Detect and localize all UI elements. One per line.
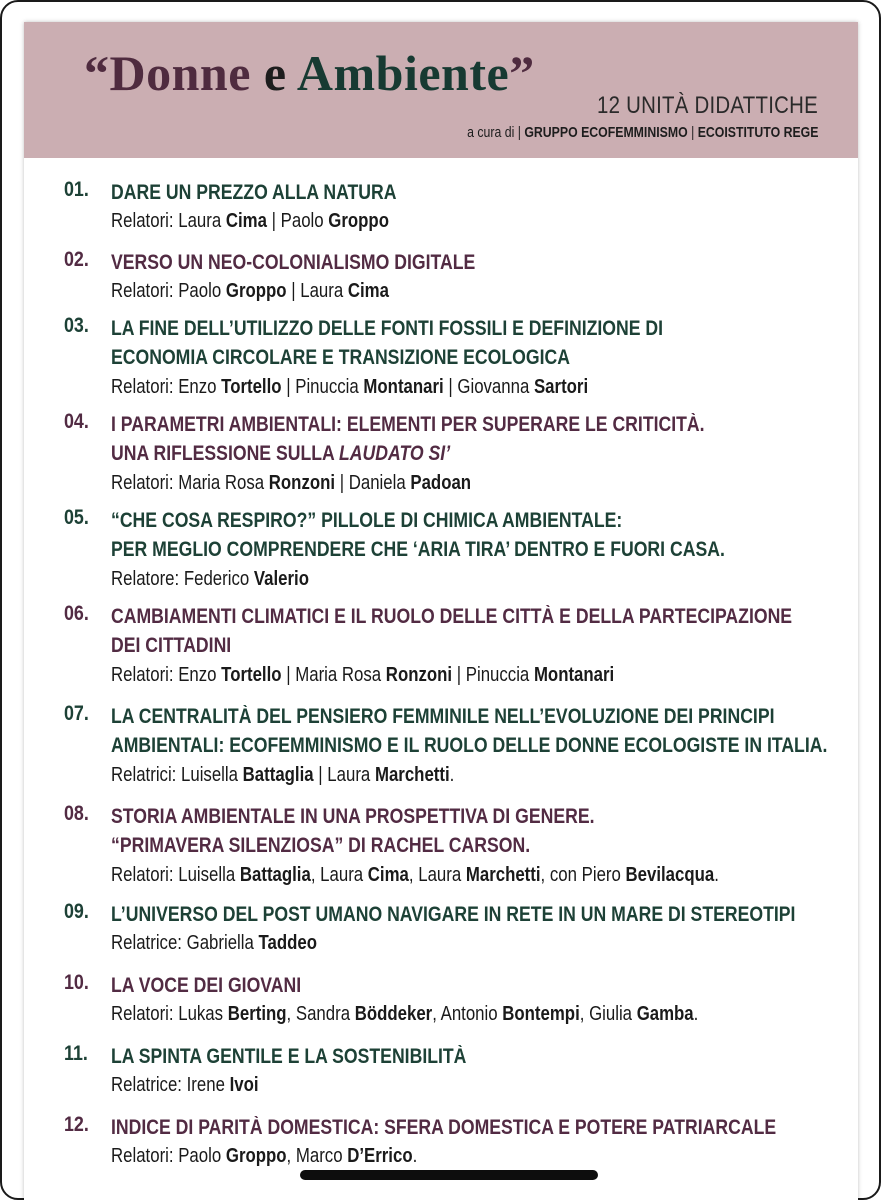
- unit-speakers: Relatori: Maria Rosa Ronzoni | Daniela Padoan: [111, 472, 472, 494]
- subtitle: 12 UNITÀ DIDATTICHE: [597, 92, 818, 119]
- unit-speakers: Relatore: Federico Valerio: [111, 568, 309, 590]
- unit-number: 10.: [64, 971, 89, 994]
- unit-speakers: Relatori: Lukas Berting, Sandra Böddeker, Antonio Bontempi, Giulia Gamba.: [111, 1003, 699, 1025]
- unit-number: 03.: [64, 314, 89, 337]
- curated-by: a cura di | GRUPPO ECOFEMMINISMO | ECOISTITUTO REGE: [466, 124, 818, 141]
- title-word-donne: Donne: [109, 45, 251, 101]
- unit-speakers: Relatori: Paolo Groppo | Laura Cima: [111, 280, 389, 302]
- unit-number: 02.: [64, 248, 89, 271]
- unit-speakers: Relatori: Luisella Battaglia, Laura Cima, Laura Marchetti, con Piero Bevilacqua.: [111, 864, 719, 886]
- document-card: [24, 22, 858, 1200]
- unit-number: 01.: [64, 178, 89, 201]
- unit-number: 06.: [64, 602, 89, 625]
- unit-title: CAMBIAMENTI CLIMATICI E IL RUOLO DELLE CITTÀ E DELLA PARTECIPAZIONE DEI CITTADINI: [111, 605, 793, 657]
- unit-number: 04.: [64, 410, 89, 433]
- unit-title: I PARAMETRI AMBIENTALI: ELEMENTI PER SUPERARE LE CRITICITÀ. UNA RIFLESSIONE SULLA LAUDATO SI’: [111, 413, 705, 465]
- unit-title: L’UNIVERSO DEL POST UMANO NAVIGARE IN RETE IN UN MARE DI STEREOTIPI: [111, 903, 796, 926]
- curated-prefix: a cura di: [466, 124, 514, 141]
- curated-institute: ECOISTITUTO REGE: [697, 124, 818, 141]
- unit-title: DARE UN PREZZO ALLA NATURA: [111, 181, 397, 204]
- unit-number: 12.: [64, 1113, 89, 1136]
- title-word-e: e: [263, 45, 287, 101]
- page-title: [84, 44, 535, 102]
- unit-number: 08.: [64, 802, 89, 825]
- curated-group: GRUPPO ECOFEMMINISMO: [523, 124, 688, 141]
- unit-speakers: Relatori: Enzo Tortello | Pinuccia Montanari | Giovanna Sartori: [111, 376, 589, 398]
- unit-title: “CHE COSA RESPIRO?” PILLOLE DI CHIMICA AMBIENTALE: PER MEGLIO COMPRENDERE CHE ‘ARIA TIRA’ DENTRO E FUORI CASA.: [111, 509, 725, 561]
- home-indicator[interactable]: [300, 1170, 598, 1180]
- unit-title: LA CENTRALITÀ DEL PENSIERO FEMMINILE NELL’EVOLUZIONE DEI PRINCIPI AMBIENTALI: ECOFEMMINISMO E IL RUOLO DELLE DONNE ECOLOGISTE IN ITALIA.: [111, 705, 828, 757]
- unit-number: 11.: [64, 1042, 88, 1065]
- unit-number: 09.: [64, 900, 89, 923]
- unit-speakers: Relatrice: Irene Ivoi: [111, 1074, 259, 1096]
- unit-speakers: Relatori: Laura Cima | Paolo Groppo: [111, 210, 389, 232]
- header-banner: [24, 22, 858, 158]
- title-word-ambiente: Ambiente: [296, 45, 510, 101]
- unit-title: VERSO UN NEO-COLONIALISMO DIGITALE: [111, 251, 476, 274]
- unit-speakers: Relatrici: Luisella Battaglia | Laura Marchetti.: [111, 764, 455, 786]
- unit-title: STORIA AMBIENTALE IN UNA PROSPETTIVA DI GENERE. “PRIMAVERA SILENZIOSA” DI RACHEL CARSON.: [111, 805, 595, 857]
- unit-number: 05.: [64, 506, 89, 529]
- unit-title: LA FINE DELL’UTILIZZO DELLE FONTI FOSSILI E DEFINIZIONE DI ECONOMIA CIRCOLARE E TRANSIZIONE ECOLOGICA: [111, 317, 664, 369]
- unit-speakers: Relatrice: Gabriella Taddeo: [111, 932, 318, 954]
- unit-title: LA SPINTA GENTILE E LA SOSTENIBILITÀ: [111, 1045, 467, 1068]
- unit-number: 07.: [64, 702, 89, 725]
- unit-speakers: Relatori: Paolo Groppo, Marco D’Errico.: [111, 1145, 418, 1167]
- unit-title: INDICE DI PARITÀ DOMESTICA: SFERA DOMESTICA E POTERE PATRIARCALE: [111, 1116, 777, 1139]
- unit-speakers: Relatori: Enzo Tortello | Maria Rosa Ronzoni | Pinuccia Montanari: [111, 664, 615, 686]
- unit-title: LA VOCE DEI GIOVANI: [111, 974, 302, 997]
- title-open-quote: “: [84, 45, 110, 101]
- title-close-quote: ”: [509, 45, 535, 101]
